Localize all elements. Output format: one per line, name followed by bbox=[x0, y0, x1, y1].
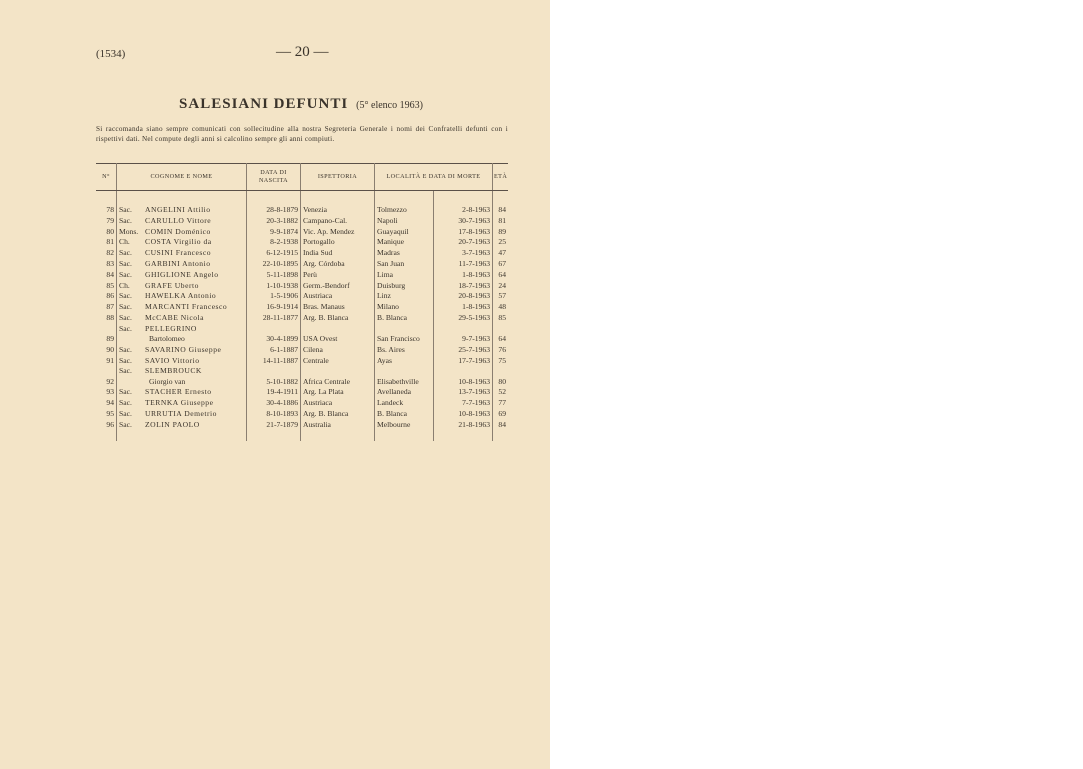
row-death-date: 11-7-1963 bbox=[434, 259, 493, 270]
row-death-place: B. Blanca bbox=[375, 409, 434, 420]
row-age: 47 bbox=[498, 248, 506, 258]
row-ispettoria: India Sud bbox=[301, 248, 375, 259]
table-row bbox=[96, 248, 508, 259]
row-title: Sac. bbox=[119, 344, 132, 354]
row-age: 64 bbox=[498, 269, 506, 279]
table-row bbox=[96, 227, 508, 238]
row-name: GARBINI Antonio bbox=[145, 258, 211, 268]
row-birth-date: 6-12-1915 bbox=[247, 248, 301, 259]
row-name: URRUTIA Demetrio bbox=[145, 408, 217, 418]
row-ispettoria: Centrale bbox=[301, 356, 375, 367]
col-name-header: COGNOME E NOME bbox=[117, 164, 247, 191]
row-ispettoria: Austriaca bbox=[301, 398, 375, 409]
col-location-header: LOCALITÀ E DATA DI MORTE bbox=[375, 164, 493, 191]
row-name-cell bbox=[117, 313, 247, 324]
page-reference: (1534) bbox=[96, 48, 126, 60]
table-end-row bbox=[96, 431, 508, 441]
row-death-place: Lima bbox=[375, 270, 434, 281]
row-birth-date: 30-4-1899 bbox=[247, 324, 301, 345]
row-name: SLEMBROUCK bbox=[145, 366, 202, 376]
row-title: Sac. bbox=[119, 408, 132, 418]
row-name: HAWELKA Antonio bbox=[145, 291, 217, 301]
row-number: 92 bbox=[96, 366, 117, 387]
col-number-header: N° bbox=[96, 164, 117, 191]
row-birth-date: 8-2-1938 bbox=[247, 237, 301, 248]
row-title: Sac. bbox=[119, 419, 132, 429]
table-row bbox=[96, 281, 508, 292]
row-ispettoria: Cilena bbox=[301, 345, 375, 356]
row-birth-date: 22-10-1895 bbox=[247, 259, 301, 270]
row-name-cell bbox=[117, 281, 247, 292]
row-death-place: Elisabethville bbox=[375, 366, 434, 387]
row-number: 87 bbox=[96, 302, 117, 313]
row-name-continued: Giorgio van bbox=[149, 376, 186, 386]
row-title: Ch. bbox=[119, 237, 130, 247]
row-number: 91 bbox=[96, 356, 117, 367]
col-isp-header: ISPETTORIA bbox=[301, 164, 375, 191]
row-age: 85 bbox=[498, 312, 506, 322]
row-age: 84 bbox=[498, 419, 506, 429]
row-death-date: 3-7-1963 bbox=[434, 248, 493, 259]
table-spacer-row bbox=[96, 191, 508, 206]
row-birth-date: 6-1-1887 bbox=[247, 345, 301, 356]
row-birth-date: 30-4-1886 bbox=[247, 398, 301, 409]
row-death-date: 25-7-1963 bbox=[434, 345, 493, 356]
row-age: 67 bbox=[498, 258, 506, 268]
row-death-place: Linz bbox=[375, 291, 434, 302]
table-row bbox=[96, 302, 508, 313]
row-name: McCABE Nicola bbox=[145, 312, 205, 322]
table-row bbox=[96, 237, 508, 248]
row-number: 93 bbox=[96, 387, 117, 398]
row-name: CARULLO Vittore bbox=[145, 215, 212, 225]
row-birth-date: 1-5-1906 bbox=[247, 291, 301, 302]
table-row bbox=[96, 291, 508, 302]
row-number: 78 bbox=[96, 205, 117, 216]
row-name-cell bbox=[117, 227, 247, 238]
row-ispettoria: Bras. Manaus bbox=[301, 302, 375, 313]
row-number: 95 bbox=[96, 409, 117, 420]
row-number: 96 bbox=[96, 420, 117, 431]
row-title: Sac. bbox=[119, 258, 132, 268]
row-birth-date: 5-10-1882 bbox=[247, 366, 301, 387]
row-number: 79 bbox=[96, 216, 117, 227]
row-name-cell bbox=[117, 420, 247, 431]
row-ispettoria: USA Ovest bbox=[301, 324, 375, 345]
row-title: Sac. bbox=[119, 398, 132, 408]
row-birth-date: 14-11-1887 bbox=[247, 356, 301, 367]
row-name-cell bbox=[117, 324, 247, 345]
row-title: Sac. bbox=[119, 302, 132, 312]
table-row bbox=[96, 270, 508, 281]
row-death-place: San Francisco bbox=[375, 324, 434, 345]
row-death-place: Manique bbox=[375, 237, 434, 248]
row-death-date: 10-8-1963 bbox=[434, 409, 493, 420]
row-title: Sac. bbox=[119, 355, 132, 365]
row-death-date: 10-8-1963 bbox=[434, 366, 493, 387]
row-ispettoria: Arg. B. Blanca bbox=[301, 313, 375, 324]
row-death-date: 7-7-1963 bbox=[434, 398, 493, 409]
row-ispettoria: Campano-Cal. bbox=[301, 216, 375, 227]
table-row bbox=[96, 313, 508, 324]
row-ispettoria: Austriaca bbox=[301, 291, 375, 302]
row-title: Sac. bbox=[119, 323, 132, 333]
row-ispettoria: Africa Centrale bbox=[301, 366, 375, 387]
row-name: TERNKA Giuseppe bbox=[145, 398, 214, 408]
row-death-date: 30-7-1963 bbox=[434, 216, 493, 227]
row-death-place: Milano bbox=[375, 302, 434, 313]
row-name-cell bbox=[117, 216, 247, 227]
row-name-cell bbox=[117, 237, 247, 248]
row-name: SAVIO Vittorio bbox=[145, 355, 200, 365]
row-age: 81 bbox=[498, 215, 506, 225]
row-title: Sac. bbox=[119, 248, 132, 258]
row-name: COMIN Doménico bbox=[145, 226, 211, 236]
row-name-cell bbox=[117, 259, 247, 270]
page-title bbox=[96, 95, 506, 113]
table-row bbox=[96, 366, 508, 387]
row-number: 94 bbox=[96, 398, 117, 409]
row-age: 76 bbox=[498, 344, 506, 354]
row-title: Sac. bbox=[119, 366, 132, 376]
row-name: ZOLIN PAOLO bbox=[145, 419, 200, 429]
row-birth-date: 8-10-1893 bbox=[247, 409, 301, 420]
row-number: 90 bbox=[96, 345, 117, 356]
row-birth-date: 21-7-1879 bbox=[247, 420, 301, 431]
row-age: 25 bbox=[498, 237, 506, 247]
row-death-place: Ayas bbox=[375, 356, 434, 367]
row-death-place: Landeck bbox=[375, 398, 434, 409]
row-death-date: 1-8-1963 bbox=[434, 270, 493, 281]
row-name-cell bbox=[117, 387, 247, 398]
row-age: 24 bbox=[498, 280, 506, 290]
table-row bbox=[96, 398, 508, 409]
row-name-cell bbox=[117, 291, 247, 302]
row-number: 83 bbox=[96, 259, 117, 270]
row-ispettoria: Vic. Ap. Mendez bbox=[301, 227, 375, 238]
intro-paragraph: Si raccomanda siano sempre comunicati con sollecitudine alla nostra Segreteria Generale i nomi dei Confratelli defunti con i rispettivi dati. Nel compute degli anni si calcolino sempre gli anni compiuti. bbox=[96, 125, 508, 143]
row-title: Sac. bbox=[119, 291, 132, 301]
row-number: 88 bbox=[96, 313, 117, 324]
row-death-place: B. Blanca bbox=[375, 313, 434, 324]
row-name: SAVARINO Giuseppe bbox=[145, 344, 222, 354]
row-ispettoria: Arg. La Plata bbox=[301, 387, 375, 398]
row-title: Sac. bbox=[119, 312, 132, 322]
row-birth-date: 28-11-1877 bbox=[247, 313, 301, 324]
table-row bbox=[96, 259, 508, 270]
row-birth-date: 16-9-1914 bbox=[247, 302, 301, 313]
table-row bbox=[96, 420, 508, 431]
row-name-cell bbox=[117, 302, 247, 313]
row-death-date: 17-8-1963 bbox=[434, 227, 493, 238]
row-birth-date: 28-8-1879 bbox=[247, 205, 301, 216]
page-number: — 20 — bbox=[276, 44, 329, 60]
row-name: GRAFE Uberto bbox=[145, 280, 199, 290]
row-age: 89 bbox=[498, 226, 506, 236]
row-death-date: 1-8-1963 bbox=[434, 302, 493, 313]
table-row bbox=[96, 216, 508, 227]
row-number: 85 bbox=[96, 281, 117, 292]
row-birth-date: 9-9-1874 bbox=[247, 227, 301, 238]
row-name: STACHER Ernesto bbox=[145, 387, 212, 397]
table-row bbox=[96, 356, 508, 367]
title-main: SALESIANI DEFUNTI bbox=[179, 96, 349, 112]
row-number: 86 bbox=[96, 291, 117, 302]
col-age-header: ETÀ bbox=[493, 164, 509, 191]
row-age: 57 bbox=[498, 291, 506, 301]
row-title: Sac. bbox=[119, 269, 132, 279]
row-death-place: Melbourne bbox=[375, 420, 434, 431]
row-death-date: 29-5-1963 bbox=[434, 313, 493, 324]
row-age: 64 bbox=[498, 334, 506, 344]
row-ispettoria: Venezia bbox=[301, 205, 375, 216]
row-death-place: Avellaneda bbox=[375, 387, 434, 398]
row-death-place: San Juan bbox=[375, 259, 434, 270]
row-name: ANGELINI Attilio bbox=[145, 205, 211, 214]
page-header bbox=[96, 44, 506, 64]
row-birth-date: 5-11-1898 bbox=[247, 270, 301, 281]
row-name: GHIGLIONE Angelo bbox=[145, 269, 219, 279]
row-ispettoria: Perù bbox=[301, 270, 375, 281]
row-title: Mons. bbox=[119, 226, 139, 236]
table-header-row bbox=[96, 164, 508, 191]
row-number: 84 bbox=[96, 270, 117, 281]
row-death-date: 20-8-1963 bbox=[434, 291, 493, 302]
table-row bbox=[96, 345, 508, 356]
row-death-date: 2-8-1963 bbox=[434, 205, 493, 216]
row-name-cell bbox=[117, 248, 247, 259]
row-death-place: Napoli bbox=[375, 216, 434, 227]
row-title: Ch. bbox=[119, 280, 130, 290]
row-birth-date: 20-3-1882 bbox=[247, 216, 301, 227]
row-death-date: 17-7-1963 bbox=[434, 356, 493, 367]
row-death-date: 9-7-1963 bbox=[434, 324, 493, 345]
table-row bbox=[96, 324, 508, 345]
row-name-continued: Bartolomeo bbox=[149, 334, 185, 344]
row-ispettoria: Arg. B. Blanca bbox=[301, 409, 375, 420]
title-sub: (5° elenco 1963) bbox=[356, 100, 423, 111]
row-death-place: Tolmezzo bbox=[375, 205, 434, 216]
row-birth-date: 19-4-1911 bbox=[247, 387, 301, 398]
row-ispettoria: Australia bbox=[301, 420, 375, 431]
table-body bbox=[96, 191, 508, 441]
row-age: 75 bbox=[498, 355, 506, 365]
row-name-cell bbox=[117, 409, 247, 420]
row-ispettoria: Germ.-Bendorf bbox=[301, 281, 375, 292]
row-name-cell bbox=[117, 356, 247, 367]
row-name-cell bbox=[117, 345, 247, 356]
row-ispettoria: Portogallo bbox=[301, 237, 375, 248]
table-row bbox=[96, 409, 508, 420]
row-name-cell bbox=[117, 366, 247, 387]
table-row bbox=[96, 387, 508, 398]
row-title: Sac. bbox=[119, 387, 132, 397]
table-row bbox=[96, 205, 508, 216]
row-age: 48 bbox=[498, 302, 506, 312]
row-age: 80 bbox=[498, 376, 506, 386]
row-death-place: Madras bbox=[375, 248, 434, 259]
row-number: 82 bbox=[96, 248, 117, 259]
row-number: 80 bbox=[96, 227, 117, 238]
deceased-table bbox=[96, 163, 508, 441]
row-number: 89 bbox=[96, 324, 117, 345]
row-death-date: 18-7-1963 bbox=[434, 281, 493, 292]
row-death-date: 21-8-1963 bbox=[434, 420, 493, 431]
row-death-place: Guayaquil bbox=[375, 227, 434, 238]
row-death-date: 13-7-1963 bbox=[434, 387, 493, 398]
row-name: PELLEGRINO bbox=[145, 323, 197, 333]
row-age: 84 bbox=[498, 205, 506, 214]
col-birth-header: DATA DI NASCITA bbox=[247, 164, 301, 191]
row-death-place: Duisburg bbox=[375, 281, 434, 292]
row-age: 69 bbox=[498, 408, 506, 418]
row-number: 81 bbox=[96, 237, 117, 248]
row-name-cell bbox=[117, 398, 247, 409]
row-age: 77 bbox=[498, 398, 506, 408]
row-name-cell bbox=[117, 270, 247, 281]
row-name: MARCANTI Francesco bbox=[145, 302, 228, 312]
row-birth-date: 1-10-1938 bbox=[247, 281, 301, 292]
row-age: 52 bbox=[498, 387, 506, 397]
row-name-cell bbox=[117, 205, 247, 216]
row-title: Sac. bbox=[119, 205, 132, 214]
row-title: Sac. bbox=[119, 215, 132, 225]
row-name: COSTA Virgilio da bbox=[145, 237, 212, 247]
row-death-place: Bs. Aires bbox=[375, 345, 434, 356]
row-name: CUSINI Francesco bbox=[145, 248, 211, 258]
row-ispettoria: Arg. Córdoba bbox=[301, 259, 375, 270]
row-death-date: 20-7-1963 bbox=[434, 237, 493, 248]
